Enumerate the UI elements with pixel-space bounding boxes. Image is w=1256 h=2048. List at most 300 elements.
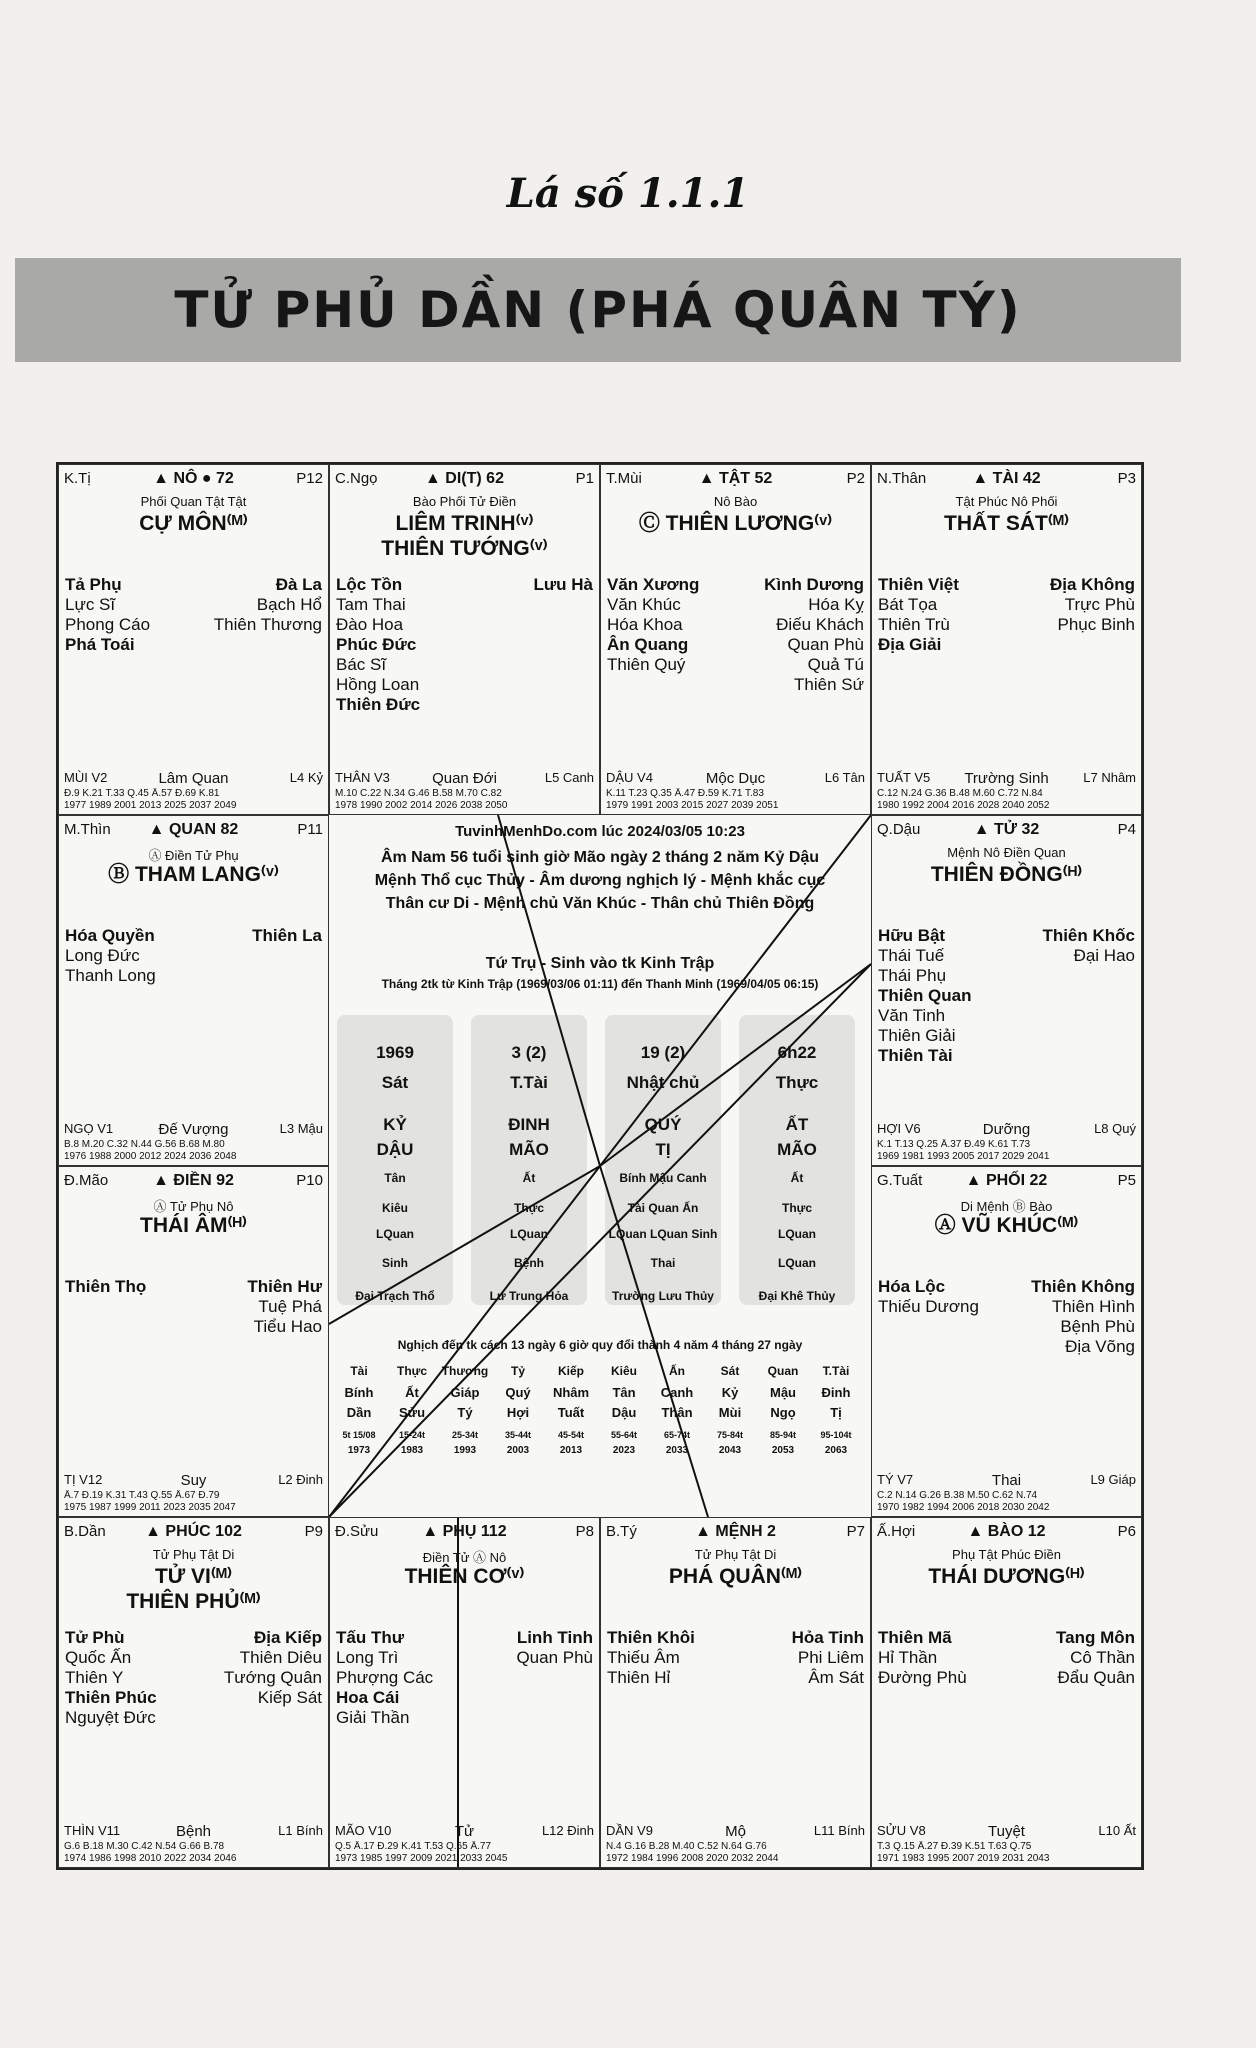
banner-text: TỬ PHỦ DẦN (PHÁ QUÂN TÝ) bbox=[174, 281, 1022, 339]
footer-branch: THÌN V11 bbox=[64, 1823, 121, 1838]
age-row: Q.5 Ấ.17 Đ.29 K.41 T.53 Q.65 Ấ.77 bbox=[335, 1841, 492, 1852]
dv-age: 65-74t bbox=[663, 1430, 690, 1440]
pillar-role: Sát bbox=[381, 1073, 409, 1092]
footer-cycle: L4 Kỷ bbox=[289, 770, 323, 785]
main-stars bbox=[872, 1564, 1141, 1589]
minor-star-right: Địa Võng bbox=[1065, 1337, 1135, 1356]
palace-branch: C.Ngọ bbox=[335, 470, 378, 487]
palace-sub: Ⓐ Điền Tử Phụ bbox=[148, 848, 239, 863]
main-star: THÁI DƯƠNG⁽ᴴ⁾ bbox=[928, 1565, 1085, 1588]
footer-cycle: L1 Bính bbox=[278, 1823, 323, 1838]
palace-branch: N.Thân bbox=[877, 470, 927, 487]
palace-footer bbox=[335, 770, 594, 786]
minor-star-right: Đại Hao bbox=[1073, 946, 1135, 965]
minor-star-left: Tam Thai bbox=[336, 595, 406, 614]
palace-footer bbox=[64, 1823, 323, 1839]
palace-branch: K.Tị bbox=[64, 470, 91, 487]
palace-id: P9 bbox=[304, 1523, 323, 1540]
palace-9 bbox=[58, 1517, 329, 1868]
footer-branch: NGỌ V1 bbox=[64, 1121, 114, 1136]
footer-stage: Lâm Quan bbox=[158, 770, 229, 787]
dv-year: 2033 bbox=[665, 1445, 689, 1456]
pillar-h1: Bính Mậu Canh bbox=[619, 1171, 707, 1185]
pillar-h2: Thực bbox=[781, 1201, 813, 1215]
footer-stage: Suy bbox=[180, 1472, 207, 1489]
palace-11 bbox=[600, 1517, 871, 1868]
palace-name: ▲ TỬ 32 bbox=[973, 821, 1040, 838]
main-star: THIÊN PHỦ⁽ᴹ⁾ bbox=[126, 1590, 261, 1613]
main-star: LIÊM TRINH⁽ᵛ⁾ bbox=[395, 512, 534, 535]
dv-chi: Tý bbox=[457, 1405, 473, 1420]
main-star: Ⓒ THIÊN LƯƠNG⁽ᵛ⁾ bbox=[638, 512, 833, 535]
pillar-ts: Bệnh bbox=[514, 1256, 544, 1270]
minor-star-left: Thiên Y bbox=[65, 1668, 124, 1687]
minor-star-right: Tiểu Hao bbox=[253, 1317, 322, 1336]
footer-cycle: L10 Ất bbox=[1098, 1823, 1136, 1838]
year-row: 1975 1987 1999 2011 2023 2035 2047 bbox=[64, 1502, 236, 1513]
main-star: THIÊN CƠ⁽ᵛ⁾ bbox=[404, 1565, 525, 1588]
palace-branch: B.Tý bbox=[606, 1523, 637, 1540]
pillar-top: 1969 bbox=[376, 1043, 414, 1062]
main-star: PHÁ QUÂN⁽ᴹ⁾ bbox=[668, 1565, 803, 1588]
dv-can: Kỷ bbox=[721, 1385, 739, 1400]
minor-star-left: Phá Toái bbox=[65, 635, 135, 654]
minor-star-right: Trực Phù bbox=[1064, 595, 1135, 614]
pillar-h3: LQuan LQuan Sinh bbox=[608, 1227, 718, 1241]
center-line-1: Âm Nam 56 tuổi sinh giờ Mão ngày 2 tháng 2 năm Kỷ Dậu bbox=[380, 849, 820, 866]
dv-year: 2043 bbox=[718, 1445, 742, 1456]
aspect-line-6 bbox=[600, 1166, 708, 1517]
minor-star-left: Hữu Bật bbox=[878, 926, 946, 945]
palace-sub: Phối Quan Tật Tật bbox=[140, 494, 247, 509]
palace-footer bbox=[606, 1823, 865, 1839]
palace-name: ▲ ĐIỀN 92 bbox=[153, 1172, 234, 1189]
pillar-nap: Lư Trung Hỏa bbox=[489, 1289, 569, 1303]
palace-sub: Nô Bào bbox=[713, 494, 758, 509]
palace-12 bbox=[871, 1517, 1142, 1868]
minor-star-left: Hóa Quyền bbox=[65, 926, 155, 945]
minor-star-right: Thiên Sứ bbox=[794, 675, 864, 694]
minor-star-right: Đẩu Quân bbox=[1057, 1668, 1135, 1687]
dv-role: Sát bbox=[720, 1364, 740, 1378]
dv-age: 35-44t bbox=[504, 1430, 531, 1440]
palace-header bbox=[606, 1523, 865, 1541]
palace-id: P12 bbox=[296, 470, 323, 487]
horoscope-chart bbox=[56, 462, 1144, 1870]
aspect-line-1 bbox=[329, 1166, 600, 1517]
palace-sub: Điền Tử Ⓐ Nô bbox=[422, 1550, 507, 1565]
palace-name: ▲ PHỐI 22 bbox=[965, 1172, 1048, 1189]
palace-header bbox=[877, 1172, 1136, 1190]
age-row: T.3 Q.15 Ấ.27 Đ.39 K.51 T.63 Q.75 bbox=[877, 1841, 1032, 1852]
center-line-2: Mệnh Thổ cục Thủy - Âm dương nghịch lý - Mệnh khắc cục bbox=[374, 872, 826, 889]
minor-star-left: Ân Quang bbox=[607, 635, 689, 654]
pillar-h1: Ất bbox=[790, 1171, 804, 1185]
minor-star-left: Phúc Đức bbox=[336, 635, 417, 654]
age-row: G.6 B.18 M.30 C.42 N.54 G.66 B.78 bbox=[64, 1841, 225, 1852]
palace-header bbox=[877, 821, 1136, 839]
age-row: C.12 N.24 G.36 B.48 M.60 C.72 N.84 bbox=[877, 788, 1043, 799]
pillar-can: QUÝ bbox=[644, 1115, 682, 1134]
pillar-h1: Ất bbox=[522, 1171, 536, 1185]
dv-role: T.Tài bbox=[822, 1364, 850, 1378]
palace-footer bbox=[606, 770, 865, 786]
minor-star-right: Địa Không bbox=[1050, 575, 1135, 594]
pillar-h3: LQuan bbox=[510, 1227, 548, 1241]
palace-name: ▲ PHÚC 102 bbox=[145, 1523, 242, 1540]
minor-star-left: Hóa Khoa bbox=[607, 615, 683, 634]
dv-role: Thực bbox=[396, 1364, 428, 1378]
palace-id: P8 bbox=[575, 1523, 594, 1540]
dv-chi: Dần bbox=[346, 1405, 372, 1420]
footer-stage: Bệnh bbox=[175, 1823, 212, 1840]
palace-branch: B.Dần bbox=[64, 1523, 106, 1540]
minor-star-right: Hóa Kỵ bbox=[808, 595, 864, 614]
palace-sub: Tật Phúc Nô Phối bbox=[955, 494, 1058, 509]
minor-star-left: Lực Sĩ bbox=[65, 595, 116, 614]
minor-star-left: Đào Hoa bbox=[336, 615, 404, 634]
minor-star-left: Thiên Giải bbox=[878, 1026, 956, 1045]
minor-star-left: Hồng Loan bbox=[336, 675, 420, 694]
minor-star-left: Nguyệt Đức bbox=[65, 1708, 156, 1727]
minor-star-left: Giải Thần bbox=[336, 1708, 410, 1727]
palace-name: ▲ MỆNH 2 bbox=[695, 1523, 776, 1540]
minor-star-left: Thiên Mã bbox=[878, 1628, 952, 1647]
pillar-h2: Thực bbox=[513, 1201, 545, 1215]
footer-stage: Trường Sinh bbox=[964, 770, 1049, 787]
minor-star-left: Thái Phụ bbox=[878, 966, 947, 985]
palace-name: ▲ NÔ ● 72 bbox=[153, 470, 234, 487]
minor-star-left: Quốc Ấn bbox=[65, 1648, 132, 1667]
palace-footer bbox=[64, 1121, 323, 1137]
minor-star-right: Thiên Khốc bbox=[1042, 926, 1135, 945]
footer-stage: Mộ bbox=[725, 1823, 746, 1840]
main-stars bbox=[872, 1213, 1141, 1238]
palace-name: ▲ DI(T) 62 bbox=[425, 470, 504, 487]
palace-sub: Di Mệnh Ⓑ Bào bbox=[960, 1199, 1053, 1214]
main-star: THẤT SÁT⁽ᴹ⁾ bbox=[944, 512, 1069, 535]
footer-cycle: L2 Đinh bbox=[278, 1472, 323, 1487]
minor-star-right: Quan Phù bbox=[516, 1648, 593, 1667]
main-star: THÁI ÂM⁽ᴴ⁾ bbox=[140, 1214, 247, 1237]
minor-star-left: Bác Sĩ bbox=[336, 655, 387, 674]
tutru-sub: Tháng 2tk từ Kinh Trập (1969/03/06 01:11) đến Thanh Minh (1969/04/05 06:15) bbox=[381, 977, 819, 991]
minor-star-left: Văn Khúc bbox=[607, 595, 681, 614]
aspect-line-7 bbox=[329, 964, 871, 1517]
palace-name: ▲ TÀI 42 bbox=[972, 470, 1041, 487]
palace-5 bbox=[58, 815, 329, 1166]
palace-branch: M.Thìn bbox=[64, 821, 111, 838]
dv-year: 2053 bbox=[771, 1445, 795, 1456]
minor-star-right: Phục Binh bbox=[1057, 615, 1135, 634]
palace-header bbox=[64, 821, 323, 839]
year-row: 1980 1992 2004 2016 2028 2040 2052 bbox=[877, 800, 1050, 811]
palace-branch: Q.Dậu bbox=[877, 821, 921, 838]
pillar-ts: LQuan bbox=[778, 1256, 816, 1270]
dv-can: Nhâm bbox=[552, 1385, 590, 1400]
dv-age: 25-34t bbox=[451, 1430, 478, 1440]
minor-star-right: Tướng Quân bbox=[223, 1668, 322, 1687]
minor-star-left: Bát Tọa bbox=[878, 595, 938, 614]
palace-name: ▲ TẬT 52 bbox=[698, 470, 773, 487]
pillar-role: Thực bbox=[775, 1073, 819, 1092]
palace-2 bbox=[329, 464, 600, 815]
dv-chi: Tuất bbox=[557, 1405, 585, 1420]
pillar-nap: Đại Trạch Thổ bbox=[355, 1289, 435, 1303]
palace-8 bbox=[871, 1166, 1142, 1517]
main-star: THIÊN TƯỚNG⁽ᵛ⁾ bbox=[381, 537, 548, 560]
palace-1 bbox=[58, 464, 329, 815]
minor-star-right: Bạch Hổ bbox=[256, 595, 322, 614]
minor-star-right: Thiên Diêu bbox=[239, 1648, 322, 1667]
minor-star-left: Hóa Lộc bbox=[878, 1277, 946, 1296]
palace-header bbox=[335, 470, 594, 488]
palace-name: ▲ BÀO 12 bbox=[967, 1523, 1046, 1540]
main-stars bbox=[59, 862, 328, 887]
dv-can: Giáp bbox=[450, 1385, 480, 1400]
palace-sub: Mệnh Nô Điền Quan bbox=[947, 845, 1066, 860]
minor-star-left: Thiếu Âm bbox=[607, 1648, 680, 1667]
footer-stage: Mộc Dục bbox=[705, 770, 766, 787]
minor-star-left: Thái Tuế bbox=[878, 946, 945, 965]
minor-star-left: Tấu Thư bbox=[336, 1628, 405, 1647]
footer-branch: HỢI V6 bbox=[877, 1121, 921, 1136]
minor-star-left: Thiên Đức bbox=[336, 695, 421, 714]
dv-age: 85-94t bbox=[769, 1430, 796, 1440]
minor-star-left: Đường Phù bbox=[878, 1668, 967, 1687]
minor-star-left: Hỉ Thần bbox=[878, 1648, 938, 1667]
palace-branch: G.Tuất bbox=[877, 1172, 923, 1189]
footer-branch: DẦN V9 bbox=[606, 1823, 653, 1838]
main-star: THIÊN ĐỒNG⁽ᴴ⁾ bbox=[930, 863, 1083, 886]
minor-star-left: Thiên Tài bbox=[878, 1046, 953, 1065]
main-stars bbox=[59, 1213, 328, 1238]
pillar-h2: Kiêu bbox=[381, 1201, 408, 1215]
pillar-chi: DẬU bbox=[376, 1140, 414, 1159]
palace-6 bbox=[871, 815, 1142, 1166]
main-stars bbox=[59, 511, 328, 536]
dv-chi: Mùi bbox=[718, 1405, 742, 1420]
main-star: CỰ MÔN⁽ᴹ⁾ bbox=[139, 512, 248, 535]
palace-header bbox=[606, 470, 865, 488]
footer-stage: Đế Vượng bbox=[158, 1121, 229, 1138]
palace-id: P11 bbox=[297, 821, 323, 838]
pillar-h2: Tài Quan Ấn bbox=[627, 1201, 699, 1215]
footer-stage: Tử bbox=[454, 1823, 475, 1840]
minor-star-left: Thiên Quan bbox=[878, 986, 972, 1005]
palace-footer bbox=[877, 1472, 1136, 1488]
palace-sub: Tử Phụ Tật Di bbox=[694, 1547, 777, 1562]
minor-star-right: Kiếp Sát bbox=[257, 1688, 322, 1707]
dv-age: 95-104t bbox=[820, 1430, 852, 1440]
pillar-h3: LQuan bbox=[778, 1227, 816, 1241]
age-row: N.4 G.16 B.28 M.40 C.52 N.64 G.76 bbox=[606, 1841, 767, 1852]
footer-branch: TÝ V7 bbox=[877, 1472, 914, 1487]
dv-year: 2023 bbox=[612, 1445, 636, 1456]
dv-year: 1973 bbox=[347, 1445, 371, 1456]
footer-cycle: L8 Quý bbox=[1094, 1121, 1136, 1136]
main-stars bbox=[330, 511, 599, 561]
dv-can: Bính bbox=[344, 1385, 374, 1400]
minor-star-left: Thanh Long bbox=[65, 966, 156, 985]
palace-id: P1 bbox=[575, 470, 594, 487]
dv-role: Thương bbox=[441, 1364, 489, 1378]
pillar-h3: LQuan bbox=[376, 1227, 414, 1241]
age-row: K.1 T.13 Q.25 Ấ.37 Đ.49 K.61 T.73 bbox=[877, 1139, 1031, 1150]
year-row: 1978 1990 2002 2014 2026 2038 2050 bbox=[335, 800, 508, 811]
dv-role: Ấn bbox=[669, 1364, 685, 1378]
main-stars bbox=[872, 511, 1141, 536]
aspect-line-4 bbox=[329, 1166, 600, 1324]
minor-star-right: Lưu Hà bbox=[533, 575, 593, 594]
year-row: 1971 1983 1995 2007 2019 2031 2043 bbox=[877, 1853, 1050, 1864]
dai-van-title: Nghịch đến tk cách 13 ngày 6 giờ quy đổi thành 4 năm 4 tháng 27 ngày bbox=[397, 1338, 803, 1352]
palace-id: P5 bbox=[1117, 1172, 1136, 1189]
main-stars bbox=[872, 862, 1141, 887]
minor-star-right: Phi Liêm bbox=[797, 1648, 864, 1667]
dv-age: 45-54t bbox=[557, 1430, 584, 1440]
minor-star-left: Thiên Hỉ bbox=[607, 1668, 671, 1687]
minor-star-right: Thiên Hình bbox=[1051, 1297, 1135, 1316]
pillar-top: 19 (2) bbox=[640, 1043, 686, 1062]
palace-id: P2 bbox=[846, 470, 865, 487]
pillar-role: T.Tài bbox=[510, 1073, 548, 1092]
dv-chi: Tị bbox=[830, 1405, 842, 1420]
minor-star-left: Long Trì bbox=[336, 1648, 399, 1667]
footer-branch: MÙI V2 bbox=[64, 770, 108, 785]
dv-age: 75-84t bbox=[716, 1430, 743, 1440]
palace-id: P10 bbox=[296, 1172, 323, 1189]
palace-footer bbox=[877, 1823, 1136, 1839]
footer-stage: Tuyệt bbox=[988, 1823, 1025, 1840]
footer-stage: Quan Đới bbox=[432, 770, 497, 787]
footer-branch: MÃO V10 bbox=[335, 1823, 392, 1838]
minor-star-left: Hoa Cái bbox=[336, 1688, 400, 1707]
dv-can: Đinh bbox=[821, 1385, 851, 1400]
pillar-nap: Đại Khê Thủy bbox=[758, 1289, 836, 1303]
minor-star-right: Âm Sát bbox=[808, 1668, 864, 1687]
palace-branch: Đ.Mão bbox=[64, 1172, 109, 1189]
dv-can: Ất bbox=[405, 1385, 419, 1400]
minor-star-right: Thiên Không bbox=[1031, 1277, 1135, 1296]
footer-cycle: L9 Giáp bbox=[1090, 1472, 1136, 1487]
dv-chi: Hợi bbox=[506, 1405, 530, 1420]
aspect-line-5 bbox=[498, 815, 600, 1166]
minor-star-left: Văn Xương bbox=[607, 575, 700, 594]
palace-branch: Đ.Sửu bbox=[335, 1523, 379, 1540]
main-stars bbox=[59, 1564, 328, 1614]
palace-7 bbox=[58, 1166, 329, 1517]
age-row: C.2 N.14 G.26 B.38 M.50 C.62 N.74 bbox=[877, 1490, 1038, 1501]
dv-year: 2003 bbox=[506, 1445, 530, 1456]
dv-role: Tài bbox=[350, 1364, 368, 1378]
year-row: 1973 1985 1997 2009 2021 2033 2045 bbox=[335, 1853, 508, 1864]
main-star: Ⓐ VŨ KHÚC⁽ᴹ⁾ bbox=[934, 1214, 1079, 1237]
dv-age: 5t 15/08 bbox=[342, 1430, 376, 1440]
pillar-top: 6h22 bbox=[777, 1043, 817, 1062]
main-stars bbox=[601, 1564, 870, 1589]
year-row: 1974 1986 1998 2010 2022 2034 2046 bbox=[64, 1853, 237, 1864]
minor-star-right: Bệnh Phù bbox=[1060, 1317, 1135, 1336]
minor-star-right: Địa Kiếp bbox=[253, 1628, 322, 1647]
dv-year: 1983 bbox=[400, 1445, 424, 1456]
minor-star-left: Phong Cáo bbox=[65, 615, 151, 634]
pillar-nap: Trường Lưu Thủy bbox=[612, 1289, 714, 1303]
palace-id: P3 bbox=[1117, 470, 1136, 487]
minor-star-left: Thiên Quý bbox=[607, 655, 686, 674]
aspect-line-2 bbox=[600, 815, 871, 1166]
year-row: 1976 1988 2000 2012 2024 2036 2048 bbox=[64, 1151, 237, 1162]
minor-star-right: Cô Thần bbox=[1070, 1648, 1135, 1667]
palace-name: ▲ PHỤ 112 bbox=[422, 1523, 507, 1540]
footer-cycle: L6 Tân bbox=[824, 770, 865, 785]
footer-stage: Thai bbox=[991, 1472, 1022, 1489]
palace-header bbox=[877, 1523, 1136, 1541]
minor-star-left: Thiếu Dương bbox=[878, 1297, 979, 1316]
aspect-line-3 bbox=[600, 964, 871, 1166]
palace-footer bbox=[877, 1121, 1136, 1137]
pillar-role: Nhật chủ bbox=[626, 1073, 700, 1092]
palace-branch: Ấ.Hợi bbox=[877, 1523, 916, 1540]
age-row: Đ.9 K.21 T.33 Q.45 Ấ.57 Đ.69 K.81 bbox=[64, 788, 220, 799]
dv-role: Kiêu bbox=[610, 1364, 637, 1378]
minor-star-left: Thiên Khôi bbox=[607, 1628, 695, 1647]
center-line-3: Thân cư Di - Mệnh chủ Văn Khúc - Thân chủ Thiên Đồng bbox=[385, 895, 815, 912]
palace-10 bbox=[329, 1517, 600, 1868]
footer-branch: THÂN V3 bbox=[335, 770, 390, 785]
palace-footer bbox=[64, 1472, 323, 1488]
pillar-h1: Tân bbox=[384, 1171, 406, 1185]
dv-chi: Thân bbox=[661, 1405, 693, 1420]
palace-header bbox=[64, 1523, 323, 1541]
dv-chi: Sửu bbox=[398, 1405, 426, 1420]
dv-year: 2013 bbox=[559, 1445, 583, 1456]
pillar-ts: Thai bbox=[650, 1256, 676, 1270]
minor-star-right: Hỏa Tinh bbox=[791, 1628, 864, 1647]
minor-star-right: Thiên Hư bbox=[247, 1277, 322, 1296]
dv-age: 55-64t bbox=[610, 1430, 637, 1440]
age-row: Ấ.7 Đ.19 K.31 T.43 Q.55 Ấ.67 Đ.79 bbox=[64, 1490, 220, 1501]
page-heading: Lá số 1.1.1 bbox=[506, 170, 750, 217]
footer-cycle: L3 Mậu bbox=[279, 1121, 323, 1136]
dv-can: Canh bbox=[660, 1385, 694, 1400]
palace-id: P4 bbox=[1117, 821, 1136, 838]
pillar-can: ĐINH bbox=[508, 1115, 550, 1134]
minor-star-left: Văn Tinh bbox=[878, 1006, 946, 1025]
dv-role: Tỷ bbox=[510, 1364, 525, 1378]
footer-cycle: L5 Canh bbox=[544, 770, 594, 785]
minor-star-left: Tả Phụ bbox=[65, 575, 122, 594]
minor-star-left: Lộc Tồn bbox=[336, 575, 403, 594]
palace-4 bbox=[871, 464, 1142, 815]
palace-footer bbox=[64, 770, 323, 786]
footer-stage: Dưỡng bbox=[982, 1121, 1031, 1138]
palace-sub: Phụ Tật Phúc Điền bbox=[952, 1547, 1061, 1562]
age-row: B.8 M.20 C.32 N.44 G.56 B.68 M.80 bbox=[64, 1139, 225, 1150]
minor-star-left: Địa Giải bbox=[878, 635, 942, 654]
minor-star-right: Thiên Thương bbox=[213, 615, 322, 634]
dv-chi: Ngọ bbox=[770, 1405, 796, 1420]
main-star: TỬ VI⁽ᴹ⁾ bbox=[154, 1565, 233, 1588]
palace-sub: Bào Phối Tử Điền bbox=[412, 494, 517, 509]
palace-3 bbox=[600, 464, 871, 815]
palace-header bbox=[64, 470, 323, 488]
minor-star-right: Kình Dương bbox=[764, 575, 864, 594]
pillar-chi: MÃO bbox=[777, 1140, 817, 1159]
dv-role: Quan bbox=[767, 1364, 799, 1378]
palace-name: ▲ QUAN 82 bbox=[148, 821, 239, 838]
minor-star-right: Quan Phù bbox=[787, 635, 864, 654]
